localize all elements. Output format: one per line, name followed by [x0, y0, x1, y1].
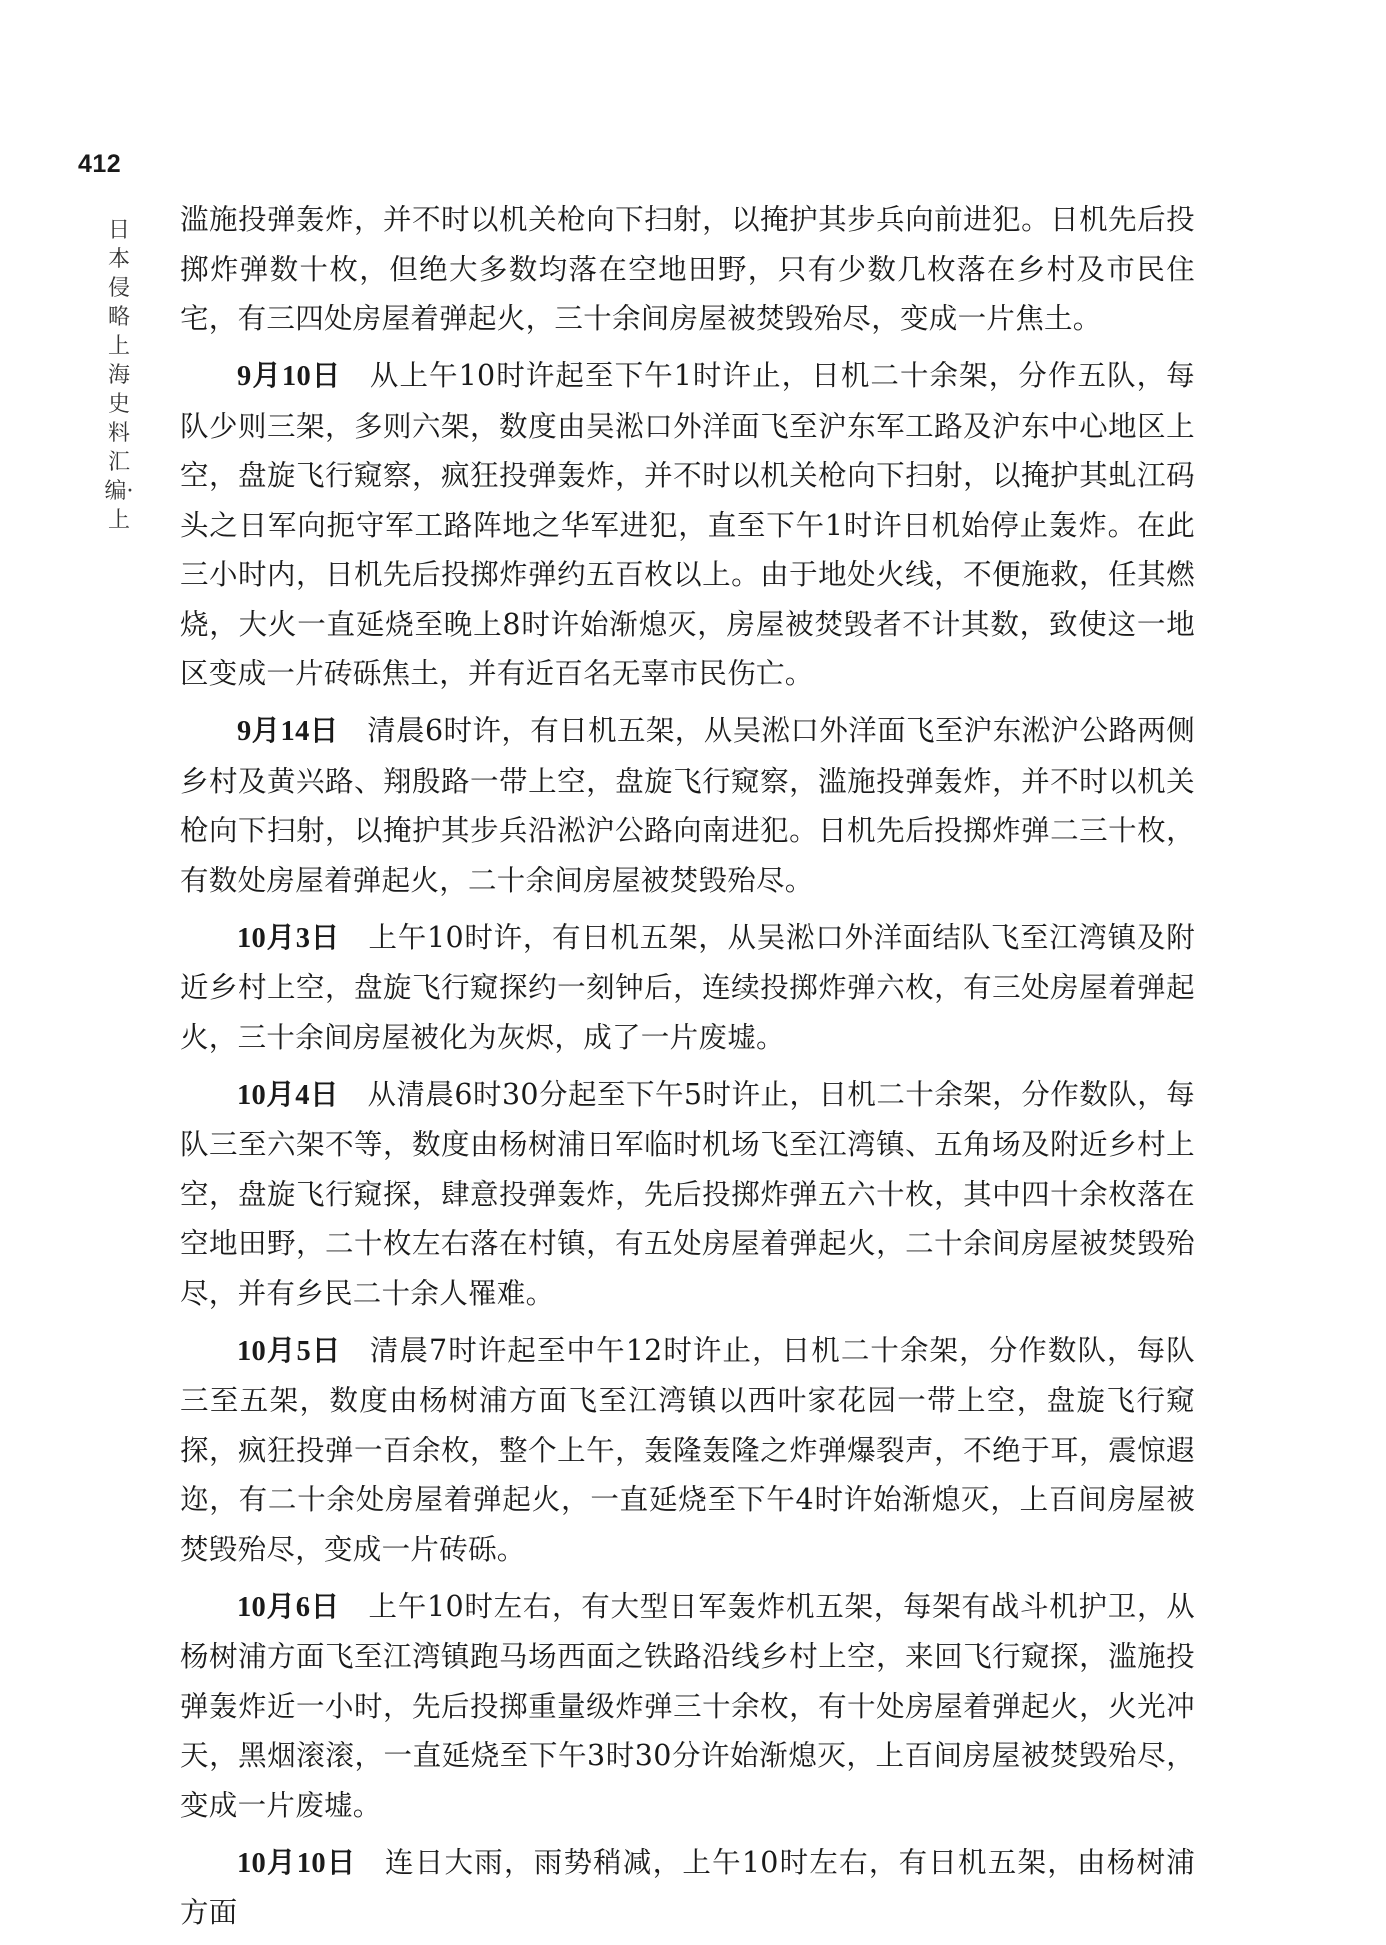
entry-oct-6 [180, 1582, 1195, 1831]
paragraph-continuation [180, 195, 1195, 344]
entry-sep-14 [180, 706, 1195, 905]
entry-sep-10 [180, 351, 1195, 699]
entry-text: 上午10时左右，有大型日军轰炸机五架，每架有战斗机护卫，从杨树浦方面飞至江湾镇跑马场西面之铁路沿线乡村上空，来回飞行窥探，滥施投弹轰炸近一小时，先后投掷重量级炸弹三十余枚，有十处房屋着弹起火，火光冲天，黑烟滚滚，一直延烧至下午3时30分许始渐熄灭，上百间房屋被焚毁殆尽，变成一片废墟。 [180, 1589, 1195, 1822]
entry-oct-4 [180, 1070, 1195, 1319]
running-title [104, 216, 134, 535]
entry-date: 10月4日 [237, 1079, 339, 1111]
entry-text: 从上午10时许起至下午1时许止，日机二十余架，分作五队，每队少则三架，多则六架，数度由吴淞口外洋面飞至沪东军工路及沪东中心地区上空，盘旋飞行窥察，疯狂投弹轰炸，并不时以机关枪向下扫射，以掩护其虬江码头之日军向扼守军工路阵地之华军进犯，直至下午1时许日机始停止轰炸。在此三小时内，日机先后投掷炸弹约五百枚以上。由于地处火线，不便施救，任其燃烧，大火一直延烧至晚上8时许始渐熄灭，房屋被焚毁者不计其数，致使这一地区变成一片砖砾焦土，并有近百名无辜市民伤亡。 [180, 359, 1195, 690]
entry-date: 10月6日 [237, 1591, 341, 1623]
entry-text: 清晨7时许起至中午12时许止，日机二十余架，分作数队，每队三至五架，数度由杨树浦方面飞至江湾镇以西叶家花园一带上空，盘旋飞行窥探，疯狂投弹一百余枚，整个上午，轰隆轰隆之炸弹爆裂声，不绝于耳，震惊遐迩，有二十余处房屋着弹起火，一直延烧至下午4时许始渐熄灭，上百间房屋被焚毁殆尽，变成一片砖砾。 [180, 1333, 1195, 1566]
entry-oct-10 [180, 1838, 1195, 1938]
entry-oct-3 [180, 913, 1195, 1063]
entry-date: 10月3日 [237, 922, 341, 954]
paragraph-text: 滥施投弹轰炸，并不时以机关枪向下扫射，以掩护其步兵向前进犯。日机先后投掷炸弹数十枚，但绝大多数均落在空地田野，只有少数几枚落在乡村及市民住宅，有三四处房屋着弹起火，三十余间房屋被焚毁殆尽，变成一片焦土。 [180, 203, 1195, 335]
running-title-text: 日本侵略上海史料汇编·上 [104, 218, 134, 533]
body-text [180, 195, 1195, 1945]
entry-text: 清晨6时许，有日机五架，从吴淞口外洋面飞至沪东淞沪公路两侧乡村及黄兴路、翔殷路一带上空，盘旋飞行窥察，滥施投弹轰炸，并不时以机关枪向下扫射，以掩护其步兵沿淞沪公路向南进犯。日机先后投掷炸弹二三十枚，有数处房屋着弹起火，二十余间房屋被焚毁殆尽。 [180, 714, 1195, 897]
entry-date: 10月5日 [237, 1335, 342, 1367]
page-number: 412 [78, 150, 122, 178]
entry-date: 9月10日 [237, 361, 342, 392]
entry-text: 连日大雨，雨势稍减，上午10时左右，有日机五架，由杨树浦方面 [180, 1845, 1195, 1929]
entry-text: 从清晨6时30分起至下午5时许止，日机二十余架，分作数队，每队三至六架不等，数度由杨树浦日军临时机场飞至江湾镇、五角场及附近乡村上空，盘旋飞行窥探，肆意投弹轰炸，先后投掷炸弹五六十枚，其中四十余枚落在空地田野，二十枚左右落在村镇，有五处房屋着弹起火，二十余间房屋被焚毁殆尽，并有乡民二十余人罹难。 [180, 1077, 1195, 1310]
entry-text: 上午10时许，有日机五架，从吴淞口外洋面结队飞至江湾镇及附近乡村上空，盘旋飞行窥探约一刻钟后，连续投掷炸弹六枚，有三处房屋着弹起火，三十余间房屋被化为灰烬，成了一片废墟。 [180, 920, 1195, 1054]
entry-oct-5 [180, 1326, 1195, 1575]
entry-date: 10月10日 [237, 1847, 357, 1879]
entry-date: 9月14日 [237, 716, 339, 747]
